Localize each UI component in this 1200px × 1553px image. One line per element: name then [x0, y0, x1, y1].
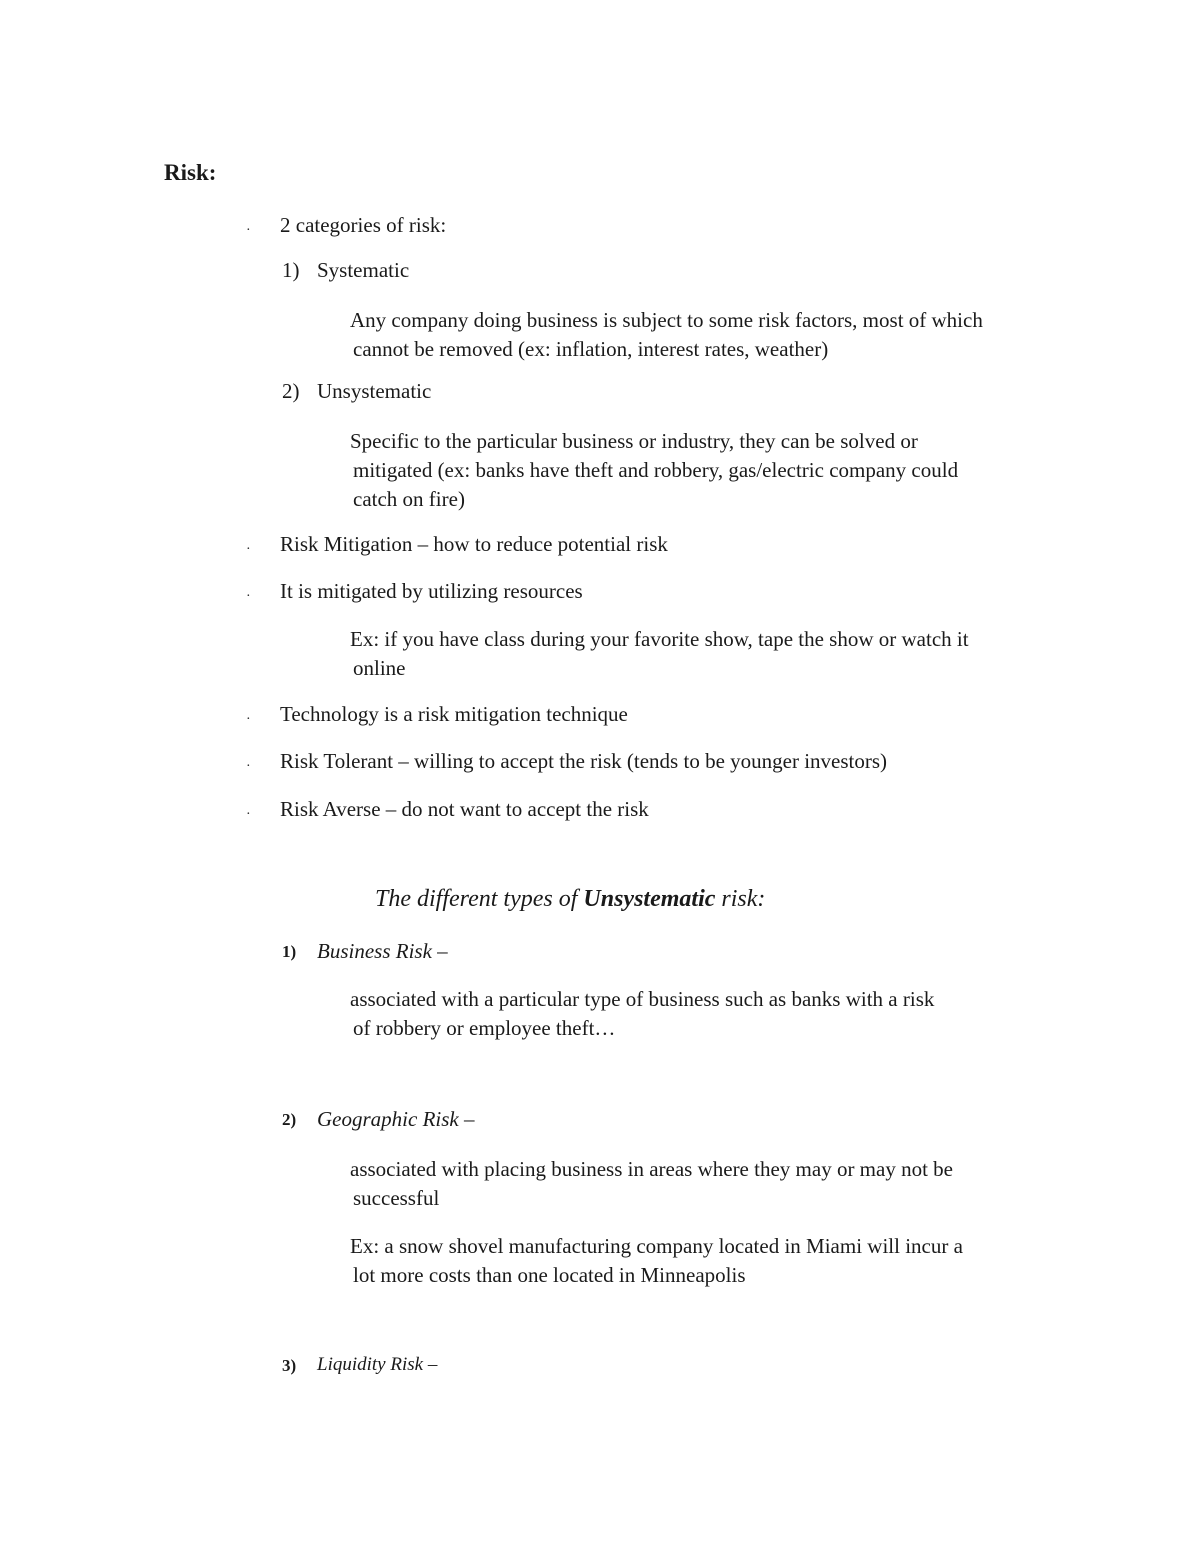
- heading-pre: The different types of: [375, 886, 584, 912]
- category-systematic-label: Systematic: [317, 258, 410, 282]
- bullet-risk-tolerant: Risk Tolerant – willing to accept the risk (tends to be younger investors): [280, 749, 888, 773]
- bullet-risk-averse: Risk Averse – do not want to accept the risk: [280, 797, 649, 821]
- desc-line: associated with a particular type of business such as banks with a risk: [350, 987, 935, 1011]
- bullet-marker: ·: [246, 759, 251, 774]
- bullet-resources: It is mitigated by utilizing resources: [280, 579, 583, 603]
- desc-line: associated with placing business in areas where they may or may not be: [350, 1157, 953, 1181]
- section-heading: [375, 886, 765, 913]
- desc-line: Specific to the particular business or industry, they can be solved or: [350, 429, 918, 453]
- type-number: 1): [282, 942, 297, 961]
- desc-line: catch on fire): [353, 487, 465, 511]
- bullet-technology: Technology is a risk mitigation technique: [280, 702, 628, 726]
- page-title: Risk:: [164, 160, 217, 185]
- bullet-marker: ·: [246, 542, 251, 557]
- geographic-risk-description: [350, 1155, 1080, 1213]
- desc-line: Any company doing business is subject to some risk factors, most of which: [350, 308, 983, 332]
- bullet-marker: ·: [246, 712, 251, 727]
- bullet-marker: ·: [246, 807, 251, 822]
- unsystematic-description: [350, 427, 1080, 514]
- category-number: 2): [282, 379, 300, 403]
- category-number: 1): [282, 258, 300, 282]
- type-number: 3): [282, 1356, 297, 1375]
- type-geographic-risk-label: Geographic Risk –: [317, 1107, 475, 1131]
- bullet-marker: ·: [246, 589, 251, 604]
- resources-example: [350, 625, 1080, 683]
- example-line: Ex: if you have class during your favorite show, tape the show or watch it: [350, 627, 969, 651]
- heading-strong: Unsystematic: [583, 886, 716, 912]
- category-unsystematic-label: Unsystematic: [317, 379, 432, 403]
- bullet-risk-mitigation: Risk Mitigation – how to reduce potential risk: [280, 532, 668, 556]
- desc-line: successful: [353, 1186, 440, 1210]
- example-line: online: [353, 656, 406, 680]
- example-line: lot more costs than one located in Minneapolis: [353, 1263, 746, 1287]
- type-liquidity-risk-label: Liquidity Risk –: [317, 1354, 438, 1375]
- geographic-risk-example: [350, 1232, 1080, 1290]
- type-business-risk-label: Business Risk –: [317, 939, 448, 963]
- heading-post: risk:: [715, 886, 766, 912]
- desc-line: cannot be removed (ex: inflation, interest rates, weather): [353, 337, 829, 361]
- categories-intro: 2 categories of risk:: [280, 213, 447, 237]
- bullet-marker: ·: [246, 223, 251, 238]
- type-number: 2): [282, 1110, 297, 1129]
- desc-line: mitigated (ex: banks have theft and robbery, gas/electric company could: [353, 458, 959, 482]
- example-line: Ex: a snow shovel manufacturing company located in Miami will incur a: [350, 1234, 963, 1258]
- systematic-description: [350, 306, 1080, 364]
- business-risk-description: [350, 985, 1080, 1043]
- desc-line: of robbery or employee theft…: [353, 1016, 616, 1040]
